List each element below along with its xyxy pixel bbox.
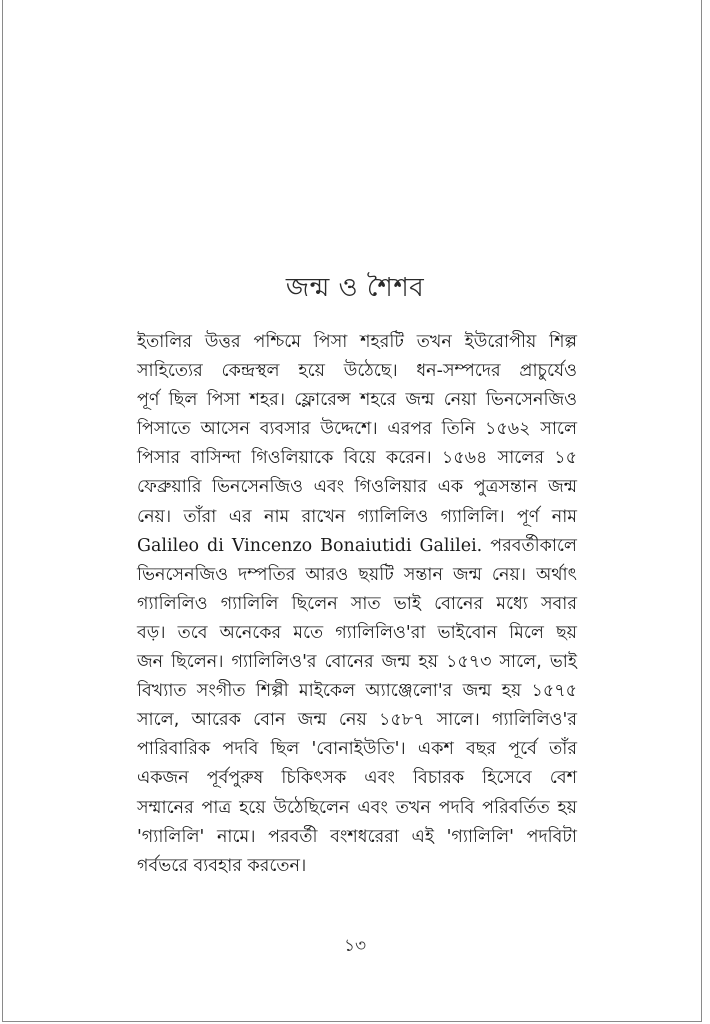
text-line: জন ছিলেন। গ্যালিলিও'র বোনের জন্ম হয় ১৫৭৩ সালে, ভাই <box>137 652 577 673</box>
latin-full-name: Galileo di Vincenzo Bonaiutidi Galilei. <box>137 535 483 556</box>
text-line: 'গ্যালিলি' নামে। পরবর্তী বংশধরেরা এই 'গ্যালিলি' পদবিটা <box>137 826 577 847</box>
text-line-tail: পরবর্তীকালে <box>490 535 577 556</box>
text-line: বড়। তবে অনেকের মতে গ্যালিলিও'রা ভাইবোন মিলে ছয় <box>137 622 577 643</box>
text-line: বিখ্যাত সংগীত শিল্পী মাইকেল অ্যাঞ্জেলো'র জন্ম হয় ১৫৭৫ <box>137 681 577 702</box>
text-line-with-latin-name <box>137 532 577 561</box>
text-line: সাহিত্যের কেন্দ্রস্থল হয়ে উঠেছে। ধন-সম্পদের প্রাচুর্যেও <box>137 361 577 382</box>
text-line: পারিবারিক পদবি ছিল 'বোনাইউতি'। একশ বছর পূর্বে তাঁর <box>137 739 577 760</box>
text-line: পিসাতে আসেন ব্যবসার উদ্দেশে। এরপর তিনি ১৫৬২ সালে <box>137 419 577 440</box>
text-line: ভিনসেনজিও দম্পতির আরও ছয়টি সন্তান জন্ম নেয়। অর্থাৎ <box>137 564 577 585</box>
text-line: গ্যালিলিও গ্যালিলি ছিলেন সাত ভাই বোনের মধ্যে সবার <box>137 593 577 614</box>
text-line-last: গর্বভরে ব্যবহার করতেন। <box>137 855 307 876</box>
chapter-title: জন্ম ও শৈশব <box>285 273 425 303</box>
text-line: সম্মানের পাত্র হয়ে উঠেছিলেন এবং তখন পদবি পরিবর্তিত হয় <box>137 797 577 818</box>
text-line: ইতালির উত্তর পশ্চিমে পিসা শহরটি তখন ইউরোপীয় শিল্প <box>137 332 577 352</box>
page-number: ১৩ <box>343 936 367 956</box>
text-line: নেয়। তাঁরা এর নাম রাখেন গ্যালিলিও গ্যালিলি। পূর্ণ নাম <box>137 506 577 527</box>
text-line: পূর্ণ ছিল পিসা শহর। ফ্লোরেন্স শহরে জন্ম নেয়া ভিনসেনজিও <box>137 390 577 411</box>
body-paragraph <box>137 328 577 881</box>
text-line: পিসার বাসিন্দা গিওলিয়াকে বিয়ে করেন। ১৫৬৪ সালের ১৫ <box>137 448 577 469</box>
text-line: সালে, আরেক বোন জন্ম নেয় ১৫৮৭ সালে। গ্যালিলিও'র <box>137 710 577 731</box>
text-line: ফেব্রুয়ারি ভিনসেনজিও এবং গিওলিয়ার এক পুত্রসন্তান জন্ম <box>137 477 577 498</box>
text-line: একজন পূর্বপুরুষ চিকিৎসক এবং বিচারক হিসেবে বেশ <box>137 768 577 789</box>
